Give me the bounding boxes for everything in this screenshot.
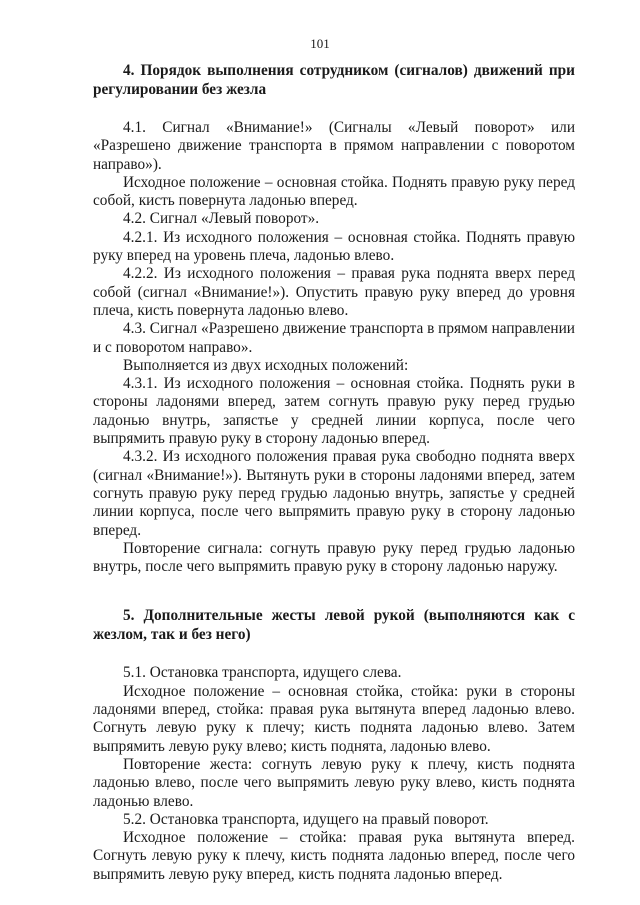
paragraph: 5.1. Остановка транспорта, идущего слева. [123, 664, 402, 682]
paragraph: 4.2.1. Из исходного положения – основная стойка. Поднять правую руку вперед на уровень плеча, ладонью влево. [93, 228, 575, 265]
paragraph: Исходное положение – стойка: правая рука вытянута вперед. Согнуть левую руку к плечу, кисть поднята ладонью вперед, после чего выпрямить левую руку вперед, кисть поднята ладонью вперед. [93, 829, 575, 883]
page-number: 101 [310, 36, 330, 51]
paragraph: 5.2. Остановка транспорта, идущего на правый поворот. [123, 810, 489, 828]
paragraph: Исходное положение – основная стойка. Поднять правую руку перед собой, кисть повернута ладонью вперед. [93, 173, 575, 210]
paragraph: 4.1. Сигнал «Внимание!» (Сигналы «Левый поворот» или «Разрешено движение транспорта в прямом направлении с поворотом направо»). [93, 119, 575, 173]
paragraph: Повторение сигнала: согнуть правую руку перед грудью ладонью внутрь, после чего выпрямить правую руку в сторону ладонью наружу. [93, 539, 575, 576]
section-4-body [93, 119, 575, 576]
paragraph: 4.2.2. Из исходного положения – правая рука поднята вверх перед собой (сигнал «Внимание!»). Опустить правую руку вперед до уровня плеча, кисть повернута ладонью влево. [93, 265, 575, 319]
paragraph: 4.3.1. Из исходного положения – основная стойка. Поднять руки в стороны ладонями вперед, затем согнуть правую руку перед грудью ладонью внутрь, запястье у средней линии корпуса, после чего выпрямить правую руку в сторону ладонью вперед. [93, 375, 575, 448]
paragraph: 4.3. Сигнал «Разрешено движение транспорта в прямом направлении и с поворотом направо». [93, 320, 575, 356]
paragraph: Исходное положение – основная стойка, стойка: руки в стороны ладонями вперед, стойка: правая рука вытянута вперед ладонью влево. Согнуть левую руку к плечу; кисть поднята ладонью влево. Затем выпрямить левую руку влево; кисть поднята, ладонью влево. [93, 682, 575, 755]
paragraph: 4.2. Сигнал «Левый поворот». [123, 210, 320, 228]
section-5-body [93, 664, 575, 884]
document-body [93, 61, 575, 884]
paragraph: Выполняется из двух исходных положений: [123, 356, 409, 374]
paragraph: Повторение жеста: согнуть левую руку к плечу, кисть поднята ладонью влево, после чего выпрямить левую руку влево, кисть поднята ладонью влево. [93, 755, 575, 810]
section-5-heading: 5. Дополнительные жесты левой рукой (выполняются как с жезлом, так и без него) [93, 607, 575, 644]
paragraph: 4.3.2. Из исходного положения правая рука свободно поднята вверх (сигнал «Внимание!»). Вытянуть руки в стороны ладонями вперед, затем согнуть правую руку перед грудью ладонью внутрь, запястье у средней линии корпуса, после чего выпрямить правую руку в сторону ладонью вперед. [93, 448, 575, 539]
section-4-heading: 4. Порядок выполнения сотрудником (сигналов) движений при регулировании без жезла [93, 62, 575, 98]
